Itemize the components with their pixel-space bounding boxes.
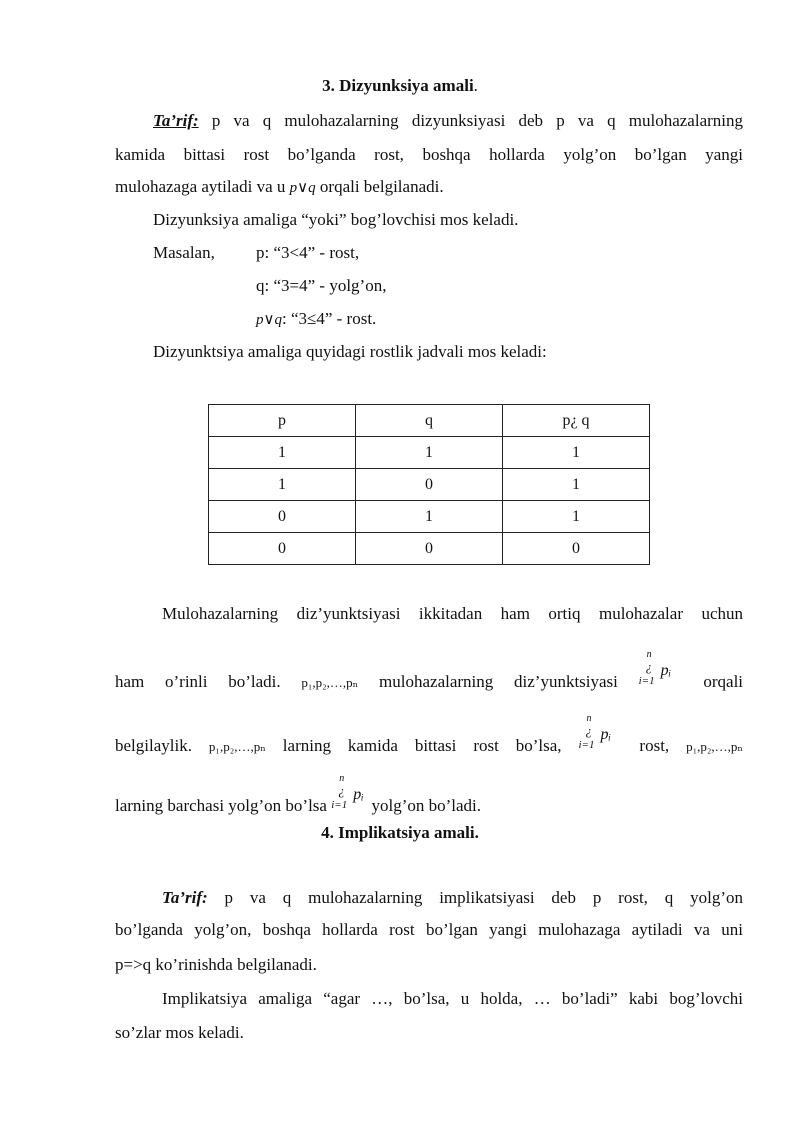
- sum-glyph: ¿: [645, 659, 653, 674]
- sum-top: n: [646, 649, 652, 660]
- sum-disjunction-3: [331, 773, 367, 811]
- sum-glyph: ¿: [585, 723, 592, 738]
- general-text-3a: belgilaylik.: [115, 736, 192, 755]
- header-p: p: [209, 405, 356, 437]
- sequence-p1-pn: p₁,p₂,…,pₙ: [301, 675, 359, 690]
- definition-text-1: p va q mulohazalarning dizyunksiyasi deb p va q mulohazalarning: [211, 111, 744, 130]
- table-cell: 0: [356, 469, 503, 501]
- table-row: [209, 469, 650, 501]
- example-p: p: “3<4” - rost,: [256, 243, 360, 262]
- table-cell: 1: [356, 437, 503, 469]
- general-line-2: [115, 649, 744, 693]
- example-q: q: “3=4” - yolg’on,: [256, 276, 387, 295]
- general-text-2c: orqali: [703, 672, 744, 691]
- definition-line-3: [115, 177, 444, 198]
- table-row: [209, 501, 650, 533]
- implication-definition-label: Ta’rif:: [162, 888, 208, 907]
- table-cell: 1: [503, 501, 650, 533]
- table-row: [209, 437, 650, 469]
- truth-table-header: [209, 405, 650, 437]
- sum-term: pᵢ: [660, 662, 672, 679]
- section-4-heading: 4. Implikatsiya amali.: [321, 823, 479, 842]
- table-cell: 1: [209, 469, 356, 501]
- general-text-4b: yolg’on bo’ladi.: [371, 796, 482, 815]
- implication-text-1: p va q mulohazalarning implikatsiyasi deb p rost, q yolg’on: [224, 888, 743, 907]
- definition-text-3a: mulohazaga aytiladi va u: [115, 177, 286, 196]
- disjunction-formula: p∨q: [289, 180, 316, 196]
- table-cell: 0: [503, 533, 650, 565]
- sum-bottom: i=1: [331, 799, 348, 811]
- table-row: [209, 533, 650, 565]
- example-pq-formula: p∨q: [256, 312, 282, 328]
- example-pq-text: : “3≤4” - rost.: [281, 309, 377, 328]
- table-cell: 0: [209, 533, 356, 565]
- table-cell: 0: [356, 533, 503, 565]
- section-3-title: 3. Dizyunksiya amali: [322, 76, 474, 95]
- sequence-p1-pn: p₁,p₂,…,pₙ: [208, 739, 266, 754]
- table-cell: 1: [503, 437, 650, 469]
- section-3-title-period: .: [473, 76, 478, 95]
- general-text-3b: larning kamida bittasi rost bo’lsa,: [282, 736, 562, 755]
- table-cell: 1: [356, 501, 503, 533]
- general-text-2a: ham o’rinli bo’ladi.: [115, 672, 281, 691]
- implication-line-1: [162, 888, 743, 908]
- sum-disjunction-2: [578, 713, 622, 751]
- general-text-3c: rost,: [639, 736, 670, 755]
- table-cell: 0: [209, 501, 356, 533]
- implication-para-line-1: Implikatsiya amaliga “agar …, bo’lsa, u holda, … bo’ladi” kabi bog’lovchi: [162, 989, 743, 1008]
- general-text-4a: larning barchasi yolg’on bo’lsa: [115, 796, 327, 815]
- definition-line-2: kamida bittasi rost bo’lganda rost, boshqa hollarda yolg’on bo’lgan yangi: [115, 145, 743, 164]
- sum-top: n: [586, 713, 592, 724]
- table-cell: 1: [503, 469, 650, 501]
- table-intro: Dizyunktsiya amaliga quyidagi rostlik jadvali mos keladi:: [153, 342, 547, 361]
- truth-table: [208, 404, 650, 565]
- header-q: q: [356, 405, 503, 437]
- sum-glyph: ¿: [338, 783, 345, 798]
- sequence-p1-pn: p₁,p₂,…,pₙ: [686, 739, 744, 754]
- header-p-or-q: p¿ q: [503, 405, 650, 437]
- implication-line-3: p=>q ko’rinishda belgilanadi.: [115, 955, 317, 974]
- definition-line-1: [153, 111, 743, 131]
- table-cell: 1: [209, 437, 356, 469]
- yoki-paragraph: Dizyunksiya amaliga “yoki” bog’lovchisi mos keladi.: [153, 210, 519, 229]
- general-line-4: [115, 773, 482, 816]
- implication-para-line-2: so’zlar mos keladi.: [115, 1023, 244, 1042]
- section-3-heading: [0, 76, 800, 96]
- example-label: Masalan,: [153, 243, 215, 262]
- example-pq: [256, 309, 376, 330]
- general-text-2b: mulohazalarning diz’yunktsiyasi: [379, 672, 618, 691]
- sum-bottom: i=1: [638, 675, 655, 687]
- sum-top: n: [339, 773, 345, 784]
- implication-line-2: bo’lganda yolg’on, boshqa hollarda rost bo’lgan yangi mulohazaga aytiladi va uni: [115, 920, 743, 939]
- sum-disjunction-1: [638, 649, 683, 687]
- sum-term: pᵢ: [600, 726, 612, 743]
- definition-label: Ta’rif:: [153, 111, 199, 130]
- general-line-3: [115, 713, 744, 757]
- general-line-1: Mulohazalarning diz’yunktsiyasi ikkitadan ham ortiq mulohazalar uchun: [162, 604, 743, 623]
- sum-bottom: i=1: [578, 739, 595, 751]
- sum-term: pᵢ: [353, 786, 364, 803]
- definition-text-3b: orqali belgilanadi.: [319, 177, 444, 196]
